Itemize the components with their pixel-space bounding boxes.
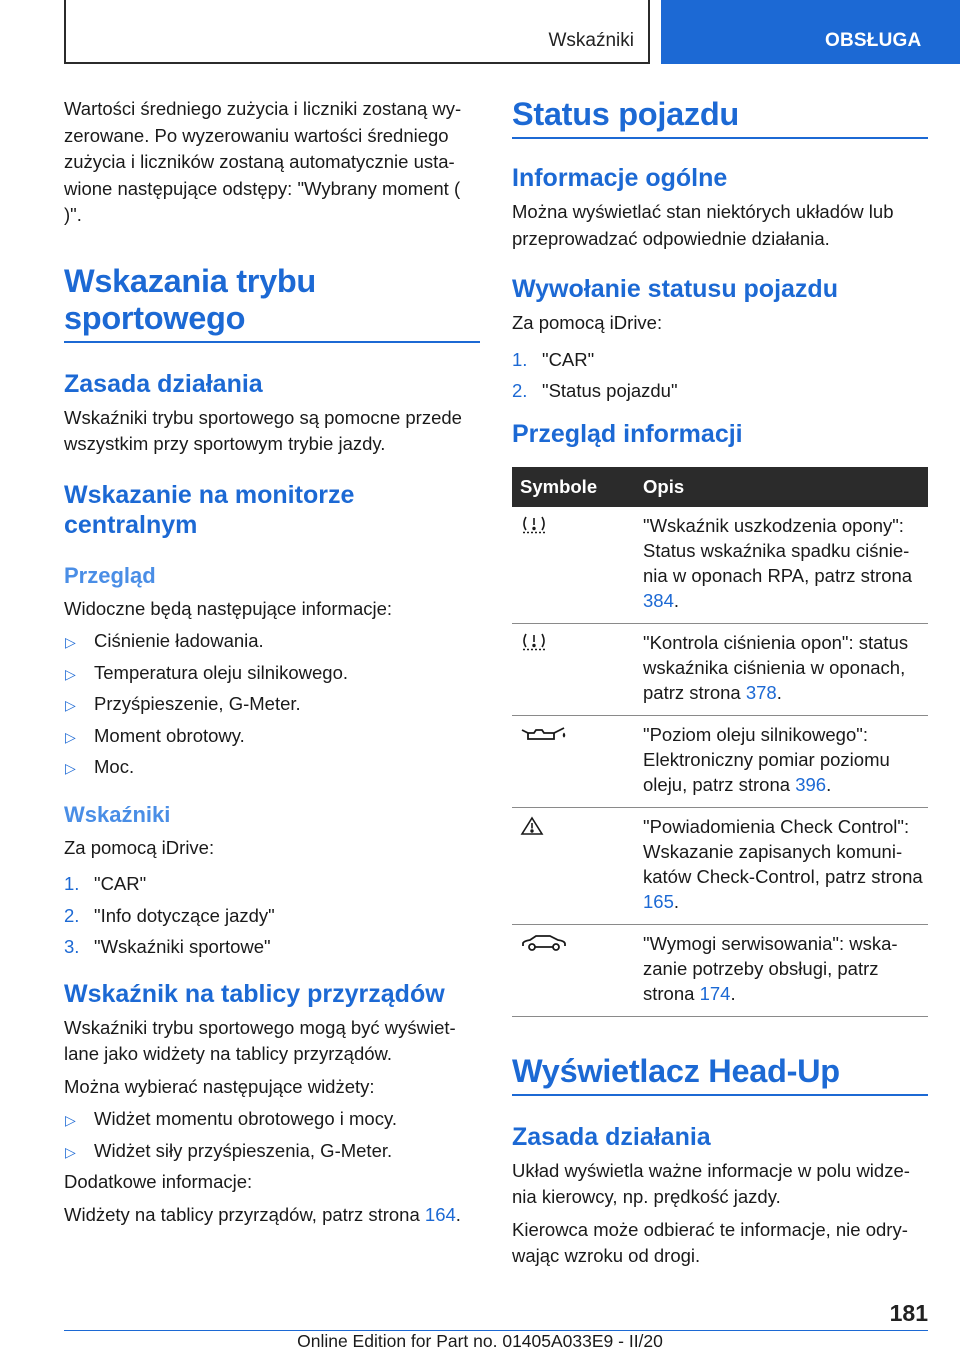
- list-item: ▷ Moment obrotowy.: [64, 723, 480, 750]
- call-status-heading: Wywołanie statusu pojazdu: [512, 275, 838, 303]
- bullet-triangle-icon: ▷: [65, 728, 76, 745]
- car-service-icon: [520, 933, 568, 953]
- tire-pressure-monitor-icon: [520, 632, 548, 652]
- principle-text: Wskaźniki trybu sportowego są pomocne przede wszystkim przy sportowym trybie jazdy.: [64, 406, 462, 454]
- page-link-378[interactable]: 378: [745, 681, 777, 703]
- table-header-row: [512, 467, 928, 507]
- sport-mode-heading: Wskazania trybu sportowego: [64, 263, 480, 343]
- column-header-description: Opis: [643, 467, 928, 507]
- warning-triangle-icon: [520, 816, 544, 836]
- header-section-box: [64, 0, 650, 64]
- status-steps-list: [512, 347, 928, 405]
- list-item: ▷ Ciśnienie ładowania.: [64, 628, 480, 655]
- intro-paragraph: Wartości średniego zużycia i liczniki zostaną wy-zerowane. Po wyzerowaniu wartości średniego zużycia i liczników zostaną automatycznie usta-wione następujące odstępy: "Wybrany moment ( )".: [64, 98, 462, 225]
- table-row: [512, 507, 928, 624]
- principle-heading: Zasada działania: [64, 369, 263, 398]
- cluster-text: Wskaźniki trybu sportowego mogą być wyświet-lane jako widżety na tablicy przyrządów.: [64, 1016, 456, 1064]
- bullet-triangle-icon: ▷: [65, 697, 76, 713]
- tire-pressure-warning-icon: [520, 515, 548, 535]
- right-column: [512, 96, 928, 1270]
- table-cell-description: "Poziom oleju silnikowego": Elektroniczny pomiar poziomu oleju, patrz strona 396.: [643, 715, 928, 807]
- central-monitor-heading: Wskazanie na monitorze centralnym: [64, 480, 355, 539]
- info-overview-heading: Przegląd informacji: [512, 419, 743, 448]
- general-info-heading: Informacje ogólne: [512, 164, 728, 192]
- head-up-display-heading: Wyświetlacz Head-Up: [512, 1053, 928, 1096]
- table-cell-description: "Kontrola ciśnienia opon": status wskaźnika ciśnienia w oponach, patrz strona 378.: [643, 623, 928, 715]
- table-row: [512, 623, 928, 715]
- idrive-text: Za pomocą iDrive:: [64, 836, 215, 858]
- list-item: ▷ Widżet siły przyśpieszenia, G-Meter.: [64, 1138, 480, 1165]
- overview-list: [64, 628, 480, 781]
- table-cell-description: "Wskaźnik uszkodzenia opony": Status wskaźnika spadku ciśnie-nia w oponach RPA, patrz strona 384.: [643, 507, 928, 624]
- hud-text-2: Kierowca może odbierać te informacje, nie odry-wając wzroku od drogi.: [512, 1218, 908, 1266]
- table-row: [512, 715, 928, 807]
- page-link-165[interactable]: 165: [643, 890, 674, 912]
- cluster-heading: Wskaźnik na tablicy przyrządów: [64, 979, 445, 1008]
- list-item: ▷ Przyśpieszenie, G-Meter.: [64, 691, 480, 718]
- bullet-triangle-icon: ▷: [65, 665, 76, 682]
- column-header-symbols: Symbole: [512, 467, 643, 507]
- page-link-174[interactable]: 174: [699, 982, 731, 1004]
- bullet-triangle-icon: ▷: [65, 1112, 76, 1128]
- list-item: 2. "Status pojazdu": [512, 380, 678, 401]
- table-cell-description: "Wymogi serwisowania": wska-zanie potrzeby obsługi, patrz strona 174.: [643, 924, 928, 1016]
- table-row: [512, 807, 928, 924]
- more-info-label: Dodatkowe informacje:: [64, 1171, 253, 1192]
- bullet-triangle-icon: ▷: [65, 760, 76, 776]
- list-item: 1. "CAR": [512, 348, 595, 370]
- steps-list: [64, 871, 480, 961]
- page-link-384[interactable]: 384: [643, 589, 674, 611]
- general-info-text: Można wyświetlać stan niektórych układów lub przeprowadzać odpowiednie działania.: [512, 201, 894, 249]
- indicators-heading: Wskaźniki: [64, 801, 171, 827]
- section-label: Wskaźniki: [548, 30, 634, 51]
- more-info-text: Widżety na tablicy przyrządów, patrz strona 164.: [64, 1203, 461, 1225]
- chapter-tab[interactable]: [661, 0, 960, 64]
- list-item: ▷ Temperatura oleju silnikowego.: [64, 660, 480, 687]
- vehicle-status-heading: Status pojazdu: [512, 96, 928, 139]
- hud-text-1: Układ wyświetla ważne informacje w polu widze-nia kierowcy, np. prędkość jazdy.: [512, 1159, 910, 1207]
- table-cell-description: "Powiadomienia Check Control": Wskazanie zapisanych komuni-katów Check-Control, patrz strona 165.: [643, 807, 928, 924]
- left-column: [64, 96, 480, 1228]
- overview-heading: Przegląd: [64, 562, 156, 588]
- oil-level-icon: [520, 724, 568, 744]
- list-item: ▷ Widżet momentu obrotowego i mocy.: [64, 1106, 480, 1133]
- hud-principle-heading: Zasada działania: [512, 1122, 711, 1151]
- page-link-164[interactable]: 164: [424, 1203, 456, 1225]
- chapter-tab-label: OBSŁUGA: [825, 30, 922, 51]
- list-item: 3. "Wskaźniki sportowe": [64, 936, 271, 957]
- edition-footer: Online Edition for Part no. 01405A033E9 - II/20: [297, 1331, 663, 1351]
- idrive-text: Za pomocą iDrive:: [512, 312, 663, 333]
- list-item: 1. "CAR": [64, 873, 147, 894]
- bullet-triangle-icon: ▷: [65, 634, 76, 650]
- table-row: [512, 924, 928, 1016]
- overview-text: Widoczne będą następujące informacje:: [64, 597, 393, 619]
- bullet-triangle-icon: ▷: [65, 1143, 76, 1160]
- list-item: 2. "Info dotyczące jazdy": [64, 904, 275, 926]
- info-table: [512, 467, 928, 1017]
- widgets-list: [64, 1106, 480, 1164]
- page-link-396[interactable]: 396: [795, 773, 827, 795]
- list-item: ▷ Moc.: [64, 754, 480, 781]
- widgets-text: Można wybierać następujące widżety:: [64, 1075, 375, 1097]
- page-number: 181: [889, 1300, 928, 1326]
